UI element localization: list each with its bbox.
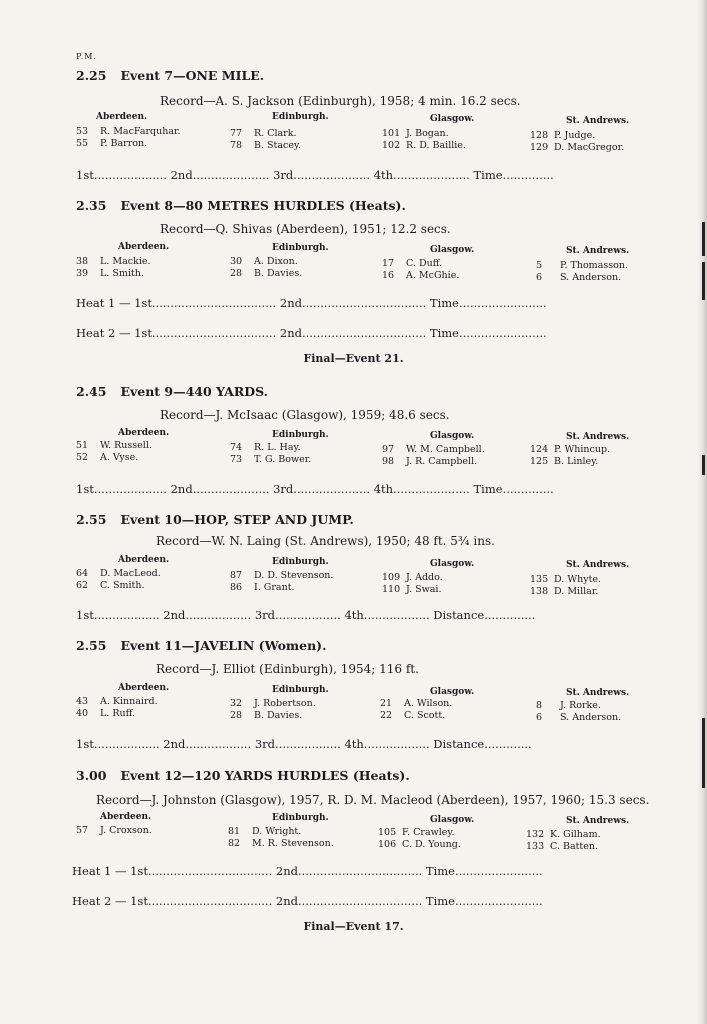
- team-header-aberdeen: Aberdeen.: [96, 112, 148, 122]
- competitor-entry: 64 D. MacLeod.: [76, 568, 161, 579]
- competitor-entry: 78 B. Stacey.: [230, 140, 302, 151]
- competitor-entry: 28 B. Davies.: [230, 710, 303, 721]
- event-title: 2.35 Event 8—80 METRES HURDLES (Heats).: [76, 198, 406, 213]
- competitor-entry: 74 R. L. Hay.: [230, 442, 301, 453]
- team-header-edinburgh: Edinburgh.: [272, 685, 329, 695]
- result-placings-line[interactable]: 1st.................... 2nd..................... 3rd..................... 4th..................... Time..............: [76, 168, 554, 182]
- competitor-entry: 21 A. Wilson.: [380, 698, 453, 709]
- competitor-entry: 135 D. Whyte.: [530, 574, 602, 585]
- competitor-entry: 132 K. Gilham.: [526, 829, 601, 840]
- competitor-entry: 16 A. McGhie.: [382, 270, 460, 281]
- competitor-entry: 43 A. Kinnaird.: [76, 696, 158, 707]
- team-header-st-andrews: St. Andrews.: [566, 560, 630, 570]
- competitor-entry: 77 R. Clark.: [230, 128, 297, 139]
- final-event-note: Final—Event 21.: [303, 352, 404, 365]
- competitor-entry: 97 W. M. Campbell.: [382, 444, 485, 455]
- competitor-entry: 51 W. Russell.: [76, 440, 152, 451]
- competitor-entry: 6 S. Anderson.: [536, 272, 622, 283]
- team-header-st-andrews: St. Andrews.: [566, 816, 630, 826]
- competitor-entry: 6 S. Anderson.: [536, 712, 622, 723]
- team-header-edinburgh: Edinburgh.: [272, 243, 329, 253]
- team-header-glasgow: Glasgow.: [430, 114, 475, 124]
- heat-1-results-line[interactable]: Heat 1 — 1st.................................. 2nd.................................. Time........................: [72, 864, 543, 878]
- competitor-entry: 32 J. Robertson.: [230, 698, 316, 709]
- event-record: Record—J. Elliot (Edinburgh), 1954; 116 ft.: [156, 662, 419, 676]
- competitor-entry: 5 P. Thomasson.: [536, 260, 628, 271]
- heat-2-results-line[interactable]: Heat 2 — 1st.................................. 2nd.................................. Time........................: [76, 326, 547, 340]
- competitor-entry: 101 J. Bogan.: [382, 128, 449, 139]
- competitor-entry: 124 P. Whincup.: [530, 444, 611, 455]
- team-header-edinburgh: Edinburgh.: [272, 813, 329, 823]
- competitor-entry: 138 D. Millar.: [530, 586, 599, 597]
- competitor-entry: 98 J. R. Campbell.: [382, 456, 478, 467]
- result-placings-line[interactable]: 1st.................. 2nd.................. 3rd.................. 4th.................. Distance..............: [76, 608, 536, 622]
- competitor-entry: 109 J. Addo.: [382, 572, 443, 583]
- competitor-entry: 133 C. Batten.: [526, 841, 599, 852]
- competitor-entry: 82 M. R. Stevenson.: [228, 838, 334, 849]
- competitor-entry: 106 C. D. Young.: [378, 839, 461, 850]
- competitor-entry: 129 D. MacGregor.: [530, 142, 625, 153]
- team-header-st-andrews: St. Andrews.: [566, 116, 630, 126]
- team-header-aberdeen: Aberdeen.: [100, 812, 152, 822]
- team-header-aberdeen: Aberdeen.: [118, 428, 170, 438]
- event-title: 2.45 Event 9—440 YARDS.: [76, 384, 269, 399]
- result-placings-line[interactable]: 1st.................. 2nd.................. 3rd.................. 4th.................. Distance.............: [76, 737, 532, 751]
- competitor-entry: 38 L. Mackie.: [76, 256, 151, 267]
- team-header-edinburgh: Edinburgh.: [272, 112, 329, 122]
- team-header-glasgow: Glasgow.: [430, 245, 475, 255]
- competitor-entry: 102 R. D. Baillie.: [382, 140, 466, 151]
- competitor-entry: 57 J. Croxson.: [76, 825, 152, 836]
- event-record: Record—J. McIsaac (Glasgow), 1959; 48.6 secs.: [160, 408, 450, 422]
- competitor-entry: 40 L. Ruff.: [76, 708, 136, 719]
- team-header-glasgow: Glasgow.: [430, 687, 475, 697]
- team-header-glasgow: Glasgow.: [430, 815, 475, 825]
- pm-label: P.M.: [76, 52, 98, 61]
- team-header-edinburgh: Edinburgh.: [272, 430, 329, 440]
- binding-mark: [702, 262, 705, 300]
- event-record: Record—W. N. Laing (St. Andrews), 1950; 48 ft. 5¾ ins.: [156, 534, 495, 548]
- competitor-entry: 55 P. Barron.: [76, 138, 148, 149]
- event-title: 2.55 Event 11—JAVELIN (Women).: [76, 638, 327, 653]
- competitor-entry: 22 C. Scott.: [380, 710, 446, 721]
- team-header-st-andrews: St. Andrews.: [566, 246, 630, 256]
- team-header-st-andrews: St. Andrews.: [566, 688, 630, 698]
- event-title: 2.55 Event 10—HOP, STEP AND JUMP.: [76, 512, 354, 527]
- competitor-entry: 30 A. Dixon.: [230, 256, 298, 267]
- event-title: 2.25 Event 7—ONE MILE.: [76, 68, 265, 83]
- heat-1-results-line[interactable]: Heat 1 — 1st.................................. 2nd.................................. Time........................: [76, 296, 547, 310]
- event-title: 3.00 Event 12—120 YARDS HURDLES (Heats).: [76, 768, 410, 783]
- binding-mark: [702, 455, 705, 475]
- competitor-entry: 8 J. Rorke.: [536, 700, 601, 711]
- heat-2-results-line[interactable]: Heat 2 — 1st.................................. 2nd.................................. Time........................: [72, 894, 543, 908]
- competitor-entry: 87 D. D. Stevenson.: [230, 570, 334, 581]
- binding-mark: [702, 718, 705, 788]
- page-binding-edge: [697, 0, 707, 1024]
- competitor-entry: 86 I. Grant.: [230, 582, 295, 593]
- competitor-entry: 53 R. MacFarquhar.: [76, 126, 181, 137]
- competitor-entry: 39 L. Smith.: [76, 268, 144, 279]
- result-placings-line[interactable]: 1st.................... 2nd..................... 3rd..................... 4th..................... Time..............: [76, 482, 554, 496]
- team-header-st-andrews: St. Andrews.: [566, 432, 630, 442]
- team-header-aberdeen: Aberdeen.: [118, 683, 170, 693]
- competitor-entry: 81 D. Wright.: [228, 826, 302, 837]
- team-header-aberdeen: Aberdeen.: [118, 242, 170, 252]
- competitor-entry: 110 J. Swai.: [382, 584, 442, 595]
- binding-mark: [702, 222, 705, 256]
- competitor-entry: 105 F. Crawley.: [378, 827, 455, 838]
- event-record: Record—J. Johnston (Glasgow), 1957, R. D. M. Macleod (Aberdeen), 1957, 1960; 15.3 secs.: [96, 793, 650, 807]
- competitor-entry: 17 C. Duff.: [382, 258, 443, 269]
- competitor-entry: 62 C. Smith.: [76, 580, 145, 591]
- event-record: Record—Q. Shivas (Aberdeen), 1951; 12.2 secs.: [160, 222, 451, 236]
- final-event-note: Final—Event 17.: [303, 920, 404, 933]
- event-record: Record—A. S. Jackson (Edinburgh), 1958; 4 min. 16.2 secs.: [160, 94, 521, 108]
- competitor-entry: 52 A. Vyse.: [76, 452, 139, 463]
- competitor-entry: 128 P. Judge.: [530, 130, 596, 141]
- team-header-aberdeen: Aberdeen.: [118, 555, 170, 565]
- team-header-edinburgh: Edinburgh.: [272, 557, 329, 567]
- team-header-glasgow: Glasgow.: [430, 559, 475, 569]
- team-header-glasgow: Glasgow.: [430, 431, 475, 441]
- competitor-entry: 28 B. Davies.: [230, 268, 303, 279]
- competitor-entry: 73 T. G. Bower.: [230, 454, 312, 465]
- competitor-entry: 125 B. Linley.: [530, 456, 599, 467]
